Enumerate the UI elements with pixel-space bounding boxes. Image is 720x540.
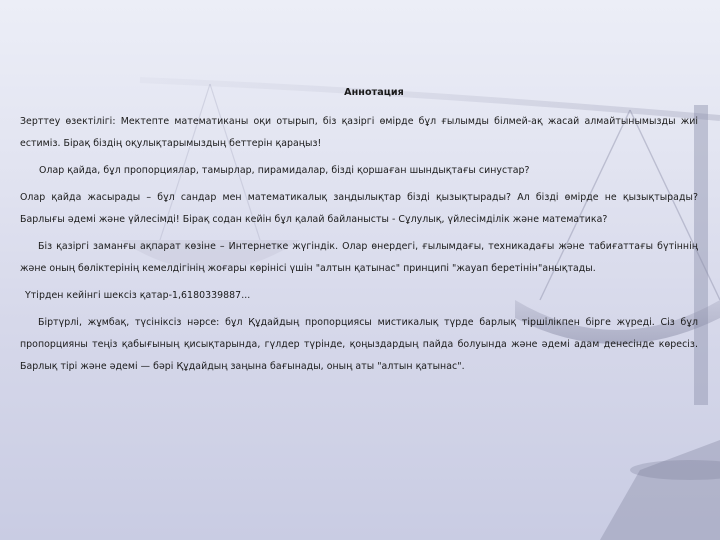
paragraph-divine: Біртүрлі, жұмбақ, түсініксіз нәрсе: бұл Құдайдың пропорциясы мистикалық түрде барлық тіршілікпен бірге жүреді. Сіз бұл пропорцияны теңіз қабығының қисықтарында, гүлдер түрінде, қоңыздардың пайда болуында және әдемі адам денесінде көресіз. Барлық тірі және әдемі — бәрі Құдайдың заңына бағынады, оның аты "алтын қатынас". [20,317,698,372]
paragraph-relevance [20,111,698,155]
paragraph-internet: Біз қазіргі заманғы ақпарат көзіне – Интернетке жүгіндік. Олар өнердегі, ғылымдағы, техникадағы және табиғаттағы бүтіннің және оның бөліктерінің кемелдігінің жоғары көрінісі үшін "алтын қатынас" принципі "жауап беретінін"анықтады. [20,241,698,274]
paragraph-hidden: Олар қайда жасырады – бұл сандар мен математикалық заңдылықтар бізді қызықтырады? Ал бізді өмірде не қызықтырады? Барлығы әдемі және үйлесімді! Бірақ содан кейін бұл қалай байланысты - Сұлулық, үйлесімділік және математика? [20,192,698,225]
paragraph-series: Үтірден кейінгі шексіз қатар-1,6180339887... [25,290,251,301]
relevance-label: Зерттеу өзектілігі [20,116,113,127]
document-body [20,82,698,383]
paragraph-question: Олар қайда, бұл пропорциялар, тамырлар, пирамидалар, бізді қоршаған шындықтағы синустар? [39,165,530,176]
relevance-text: : Мектепте математиканы оқи отырып, біз қазіргі өмірде бұл ғылымды білмей-ақ жасай алмайтынымызды жиі естиміз. Бірақ біздің оқулықтарымыздың беттерін қараңыз! [20,116,698,149]
document-title: Аннотация [344,87,404,98]
